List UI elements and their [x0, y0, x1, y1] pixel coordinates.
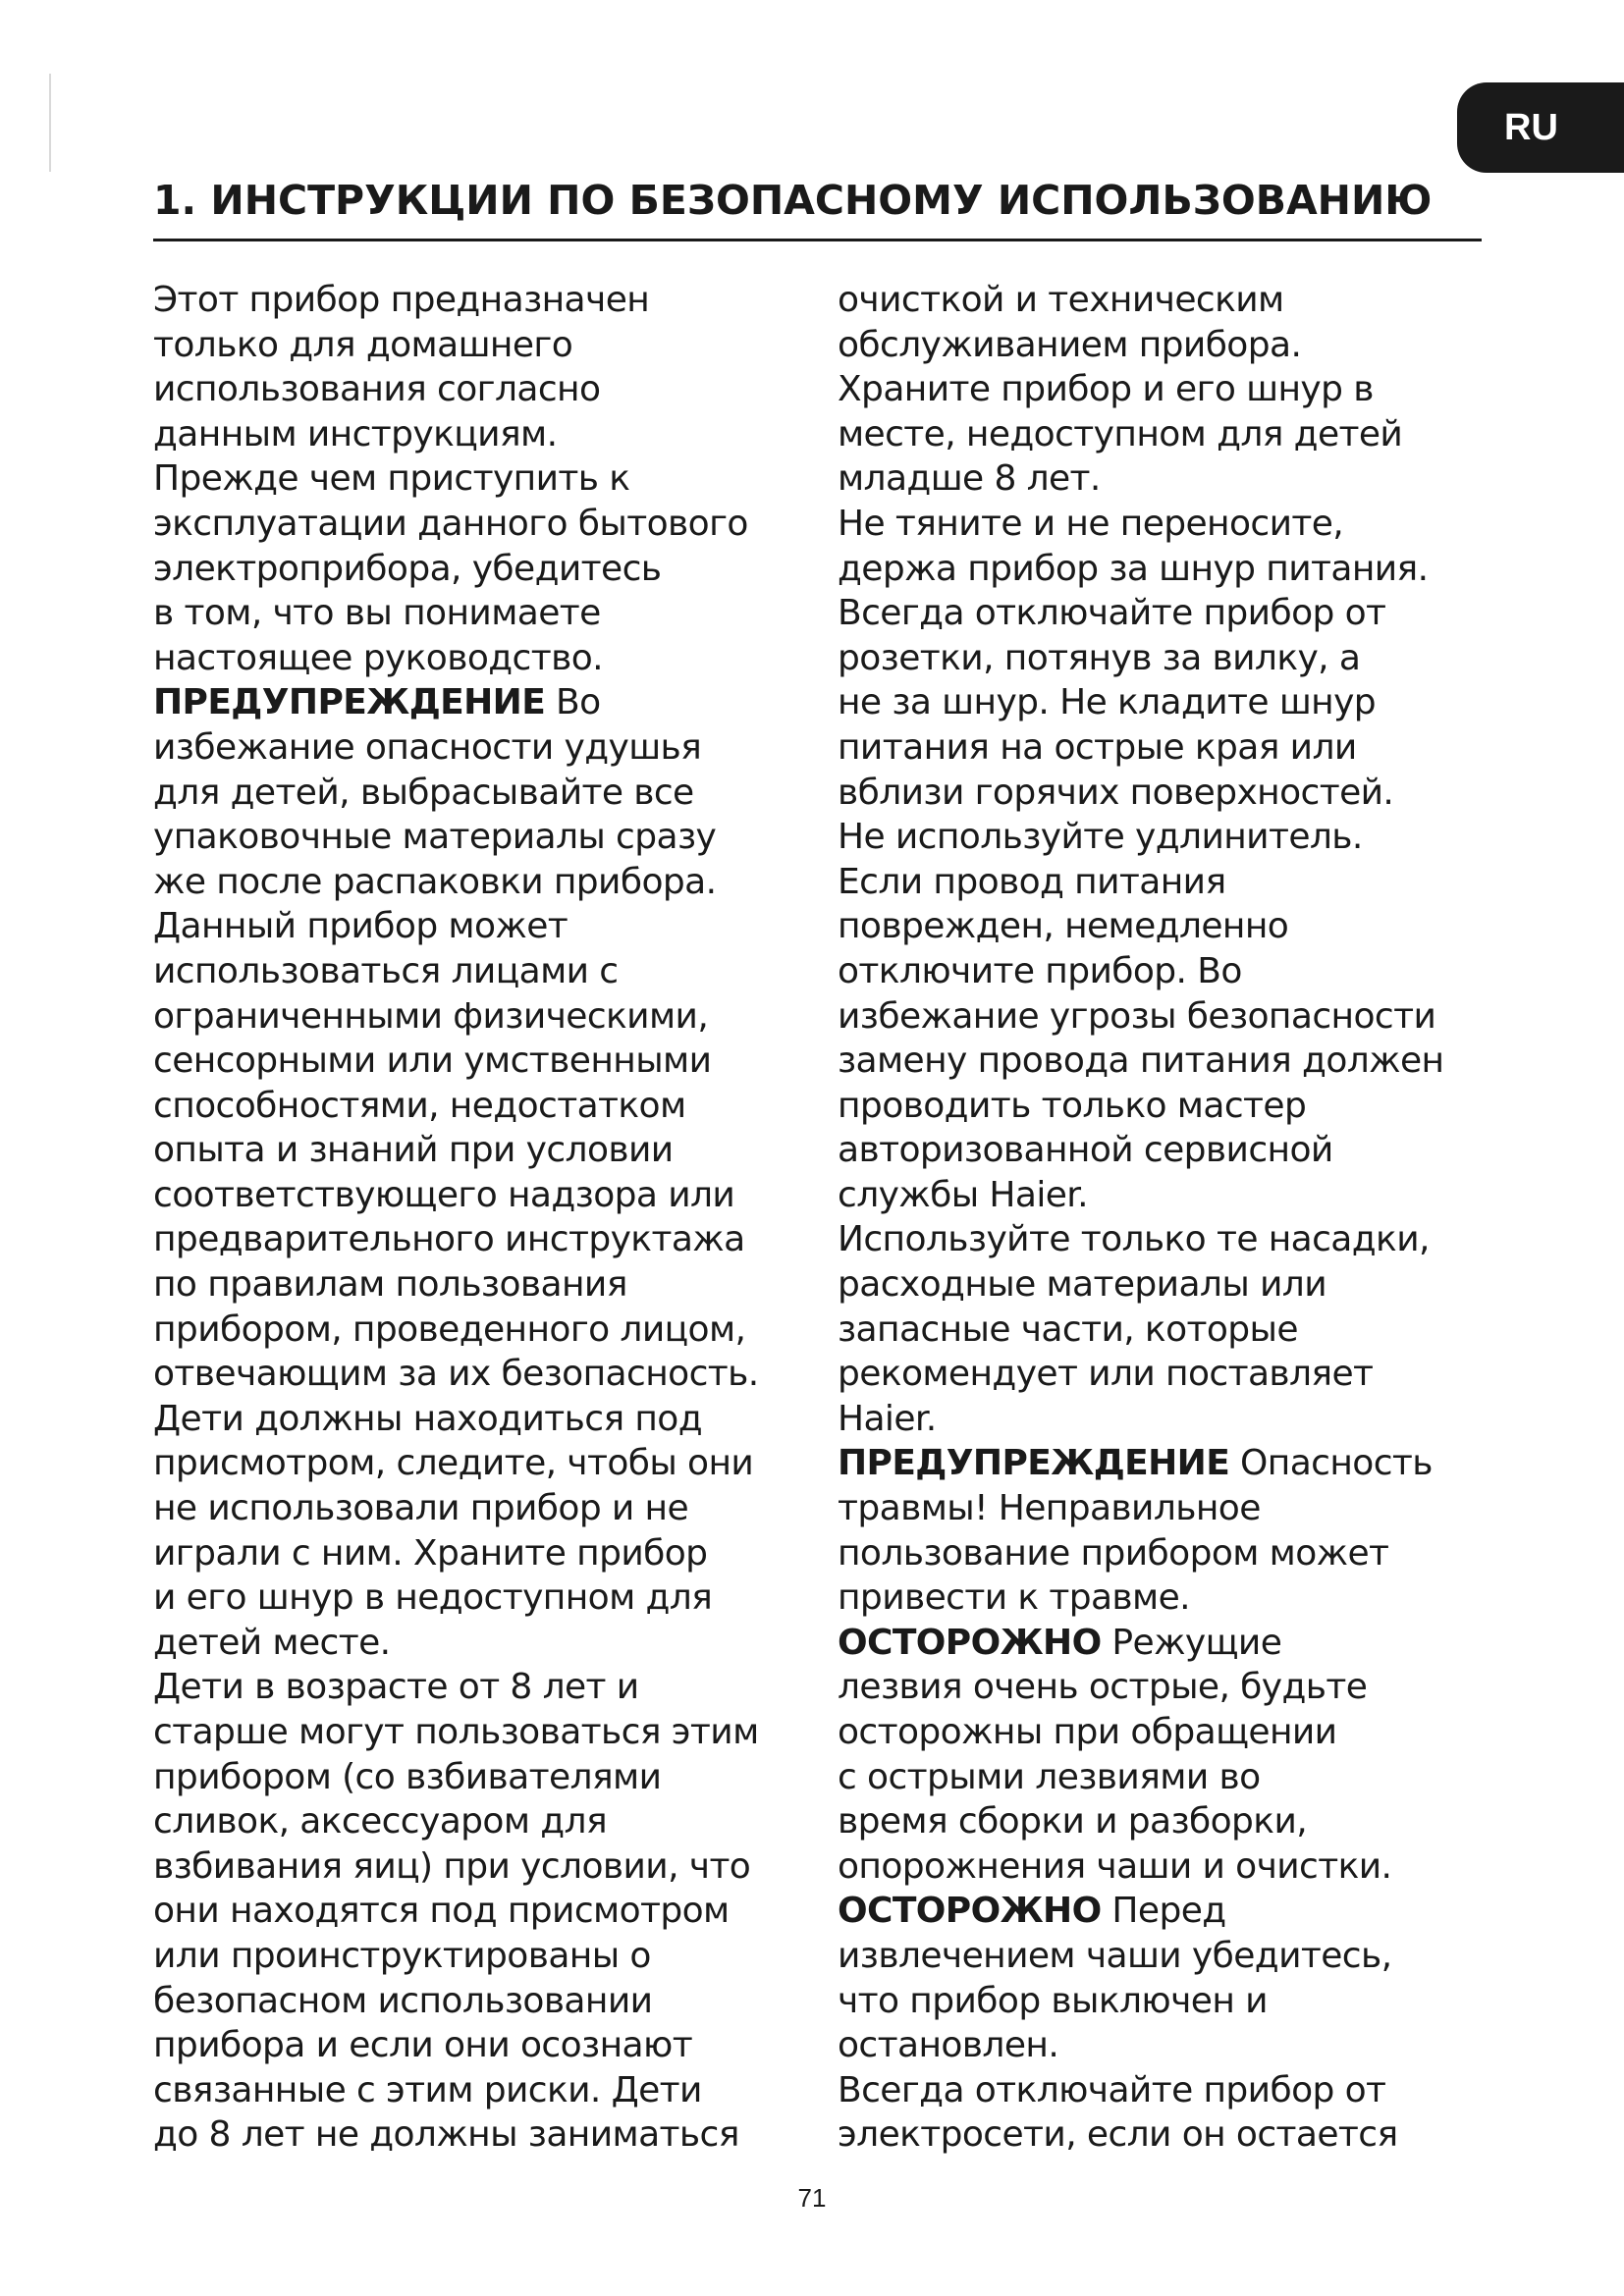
line-text: очисткой и техническим	[838, 280, 1284, 320]
line-text: только для домашнего	[153, 324, 573, 365]
language-tab: RU	[1457, 82, 1624, 173]
text-line	[153, 412, 821, 457]
text-line	[838, 367, 1486, 412]
line-text: опыта и знаний при условии	[153, 1130, 674, 1171]
text-line	[153, 456, 821, 502]
line-text: время сборки и разборки,	[838, 1801, 1308, 1842]
line-text: замену провода питания должен	[838, 1041, 1444, 1082]
line-text: прибором (со взбивателями	[153, 1756, 662, 1797]
text-line	[153, 1308, 821, 1353]
text-line	[838, 1173, 1486, 1218]
text-line	[838, 949, 1486, 994]
text-line	[153, 994, 821, 1040]
line-text: вблизи горячих поверхностей.	[838, 772, 1394, 813]
text-line	[838, 591, 1486, 636]
text-line	[838, 1441, 1486, 1486]
text-line	[838, 1844, 1486, 1890]
line-text: и его шнур в недоступном для	[153, 1577, 713, 1619]
text-line	[153, 1173, 821, 1218]
text-line	[838, 2023, 1486, 2068]
text-line	[838, 1486, 1486, 1531]
text-line	[838, 771, 1486, 816]
line-text: Прежде чем приступить к	[153, 458, 630, 500]
line-text: Храните прибор и его шнур в	[838, 369, 1374, 410]
text-line	[153, 949, 821, 994]
line-text: опорожнения чаши и очистки.	[838, 1845, 1392, 1887]
text-line	[838, 1039, 1486, 1084]
line-text: Режущие	[1101, 1622, 1282, 1663]
text-line	[838, 1665, 1486, 1710]
page-number: 71	[797, 2183, 827, 2213]
text-line	[838, 1979, 1486, 2024]
text-line	[838, 860, 1486, 905]
text-line	[838, 1352, 1486, 1397]
text-line	[838, 1621, 1486, 1666]
line-text: проводить только мастер	[838, 1085, 1307, 1126]
line-text: Не используйте удлинитель.	[838, 817, 1363, 858]
text-line	[838, 1262, 1486, 1308]
line-text: не использовали прибор и не	[153, 1488, 689, 1529]
text-line	[838, 815, 1486, 860]
text-line	[838, 1710, 1486, 1755]
line-text: безопасном использовании	[153, 1980, 653, 2021]
line-text: Если провод питания	[838, 861, 1226, 902]
line-text: пользование прибором может	[838, 1532, 1389, 1574]
text-line	[838, 412, 1486, 457]
text-line	[838, 680, 1486, 725]
text-line	[153, 547, 821, 592]
line-text: Во	[545, 682, 601, 723]
text-line	[153, 1755, 821, 1800]
text-line	[153, 2068, 821, 2113]
line-text: что прибор выключен и	[838, 1980, 1268, 2021]
line-text: службы Haier.	[838, 1174, 1089, 1215]
text-line	[153, 815, 821, 860]
text-line	[153, 1397, 821, 1442]
left-text-column	[153, 278, 821, 2158]
text-line	[153, 1934, 821, 1979]
right-text-column	[838, 278, 1486, 2158]
text-line	[153, 1531, 821, 1576]
text-line	[153, 1217, 821, 1262]
line-text: авторизованной сервисной	[838, 1130, 1333, 1171]
line-text: привести к травме.	[838, 1577, 1190, 1619]
text-line	[838, 1084, 1486, 1129]
text-line	[838, 1397, 1486, 1442]
line-text: прибором, проведенного лицом,	[153, 1308, 746, 1350]
text-line	[153, 904, 821, 949]
line-text: Всегда отключайте прибор от	[838, 2069, 1386, 2110]
text-line	[838, 278, 1486, 323]
text-line	[838, 1217, 1486, 1262]
line-text: младше 8 лет.	[838, 458, 1101, 500]
line-text: Перед	[1101, 1891, 1226, 1932]
line-text: упаковочные материалы сразу	[153, 817, 717, 858]
line-text: играли с ним. Храните прибор	[153, 1532, 708, 1574]
text-line	[153, 1441, 821, 1486]
warning-label: ОСТОРОЖНО	[838, 1622, 1102, 1663]
text-line	[153, 502, 821, 547]
text-line	[153, 323, 821, 368]
text-line	[153, 771, 821, 816]
line-text: связанные с этим риски. Дети	[153, 2069, 702, 2110]
text-line	[153, 278, 821, 323]
line-text: же после распаковки прибора.	[153, 861, 717, 902]
line-text: отключите прибор. Во	[838, 950, 1242, 991]
text-line	[153, 1352, 821, 1397]
line-text: Haier.	[838, 1398, 937, 1439]
line-text: сенсорными или умственными	[153, 1041, 712, 1082]
line-text: с острыми лезвиями во	[838, 1756, 1261, 1797]
text-line	[153, 860, 821, 905]
text-line	[838, 1128, 1486, 1173]
section-title: 1. ИНСТРУКЦИИ ПО БЕЗОПАСНОМУ ИСПОЛЬЗОВАНИЮ	[153, 177, 1433, 224]
text-line	[838, 1799, 1486, 1844]
text-line	[838, 547, 1486, 592]
text-line	[153, 1665, 821, 1710]
text-line	[153, 636, 821, 681]
line-text: запасные части, которые	[838, 1308, 1298, 1350]
text-line	[153, 1889, 821, 1934]
text-line	[153, 1128, 821, 1173]
warning-label: ПРЕДУПРЕЖДЕНИЕ	[838, 1443, 1230, 1484]
text-line	[838, 1308, 1486, 1353]
line-text: способностями, недостатком	[153, 1085, 686, 1126]
line-text: соответствующего надзора или	[153, 1174, 735, 1215]
line-text: старше могут пользоваться этим	[153, 1712, 759, 1752]
margin-rule	[49, 74, 51, 172]
line-text: Данный прибор может	[153, 906, 568, 947]
line-text: детей месте.	[153, 1622, 391, 1663]
line-text: Дети должны находиться под	[153, 1398, 702, 1439]
line-text: электроприбора, убедитесь	[153, 548, 662, 589]
line-text: осторожны при обращении	[838, 1712, 1337, 1752]
line-text: для детей, выбрасывайте все	[153, 772, 694, 813]
line-text: Дети в возрасте от 8 лет и	[153, 1667, 639, 1708]
line-text: расходные материалы или	[838, 1264, 1327, 1306]
text-line	[153, 1844, 821, 1890]
line-text: до 8 лет не должны заниматься	[153, 2114, 739, 2156]
text-line	[153, 2023, 821, 2068]
line-text: отвечающим за их безопасность.	[153, 1354, 759, 1395]
line-text: использования согласно	[153, 369, 601, 410]
line-text: рекомендует или поставляет	[838, 1354, 1374, 1395]
line-text: присмотром, следите, чтобы они	[153, 1443, 754, 1484]
line-text: эксплуатации данного бытового	[153, 503, 748, 544]
line-text: держа прибор за шнур питания.	[838, 548, 1429, 589]
line-text: месте, недоступном для детей	[838, 413, 1403, 454]
text-line	[153, 680, 821, 725]
text-line	[838, 636, 1486, 681]
line-text: Используйте только те насадки,	[838, 1219, 1430, 1260]
text-line	[838, 1755, 1486, 1800]
line-text: настоящее руководство.	[153, 637, 603, 678]
line-text: обслуживанием прибора.	[838, 324, 1302, 365]
text-line	[153, 725, 821, 771]
text-line	[838, 1889, 1486, 1934]
text-line	[838, 1575, 1486, 1621]
line-text: электросети, если он остается	[838, 2114, 1398, 2156]
line-text: избежание опасности удушья	[153, 726, 702, 768]
warning-label: ПРЕДУПРЕЖДЕНИЕ	[153, 682, 546, 723]
text-line	[153, 1799, 821, 1844]
line-text: поврежден, немедленно	[838, 906, 1289, 947]
warning-label: ОСТОРОЖНО	[838, 1891, 1102, 1932]
line-text: остановлен.	[838, 2025, 1059, 2066]
text-line	[153, 1084, 821, 1129]
line-text: лезвия очень острые, будьте	[838, 1667, 1368, 1708]
text-line	[153, 1262, 821, 1308]
line-text: Всегда отключайте прибор от	[838, 593, 1386, 634]
line-text: прибора и если они осознают	[153, 2025, 693, 2066]
line-text: предварительного инструктажа	[153, 1219, 745, 1260]
text-line	[838, 502, 1486, 547]
line-text: не за шнур. Не кладите шнур	[838, 682, 1377, 723]
line-text: Опасность	[1229, 1443, 1433, 1484]
text-line	[838, 2068, 1486, 2113]
line-text: или проинструктированы о	[153, 1935, 651, 1976]
text-line	[153, 1486, 821, 1531]
line-text: питания на острые края или	[838, 726, 1357, 768]
text-line	[838, 456, 1486, 502]
text-line	[838, 323, 1486, 368]
line-text: по правилам пользования	[153, 1264, 627, 1306]
line-text: сливок, аксессуаром для	[153, 1801, 608, 1842]
text-line	[838, 904, 1486, 949]
text-line	[838, 2112, 1486, 2158]
text-line	[838, 1531, 1486, 1576]
text-line	[153, 2112, 821, 2158]
text-line	[153, 1710, 821, 1755]
line-text: Этот прибор предназначен	[153, 280, 650, 320]
text-line	[153, 1575, 821, 1621]
text-line	[838, 1934, 1486, 1979]
line-text: Не тяните и не переносите,	[838, 503, 1344, 544]
line-text: в том, что вы понимаете	[153, 593, 601, 634]
line-text: травмы! Неправильное	[838, 1488, 1261, 1529]
line-text: избежание угрозы безопасности	[838, 995, 1436, 1037]
text-line	[153, 1039, 821, 1084]
text-line	[838, 725, 1486, 771]
text-line	[153, 591, 821, 636]
text-line	[153, 1979, 821, 2024]
line-text: данным инструкциям.	[153, 413, 558, 454]
line-text: извлечением чаши убедитесь,	[838, 1935, 1392, 1976]
line-text: взбивания яиц) при условии, что	[153, 1845, 751, 1887]
title-divider	[153, 239, 1482, 241]
line-text: ограниченными физическими,	[153, 995, 709, 1037]
text-line	[153, 367, 821, 412]
line-text: использоваться лицами с	[153, 950, 619, 991]
text-line	[153, 1621, 821, 1666]
line-text: они находятся под присмотром	[153, 1891, 730, 1932]
line-text: розетки, потянув за вилку, а	[838, 637, 1361, 678]
text-line	[838, 994, 1486, 1040]
